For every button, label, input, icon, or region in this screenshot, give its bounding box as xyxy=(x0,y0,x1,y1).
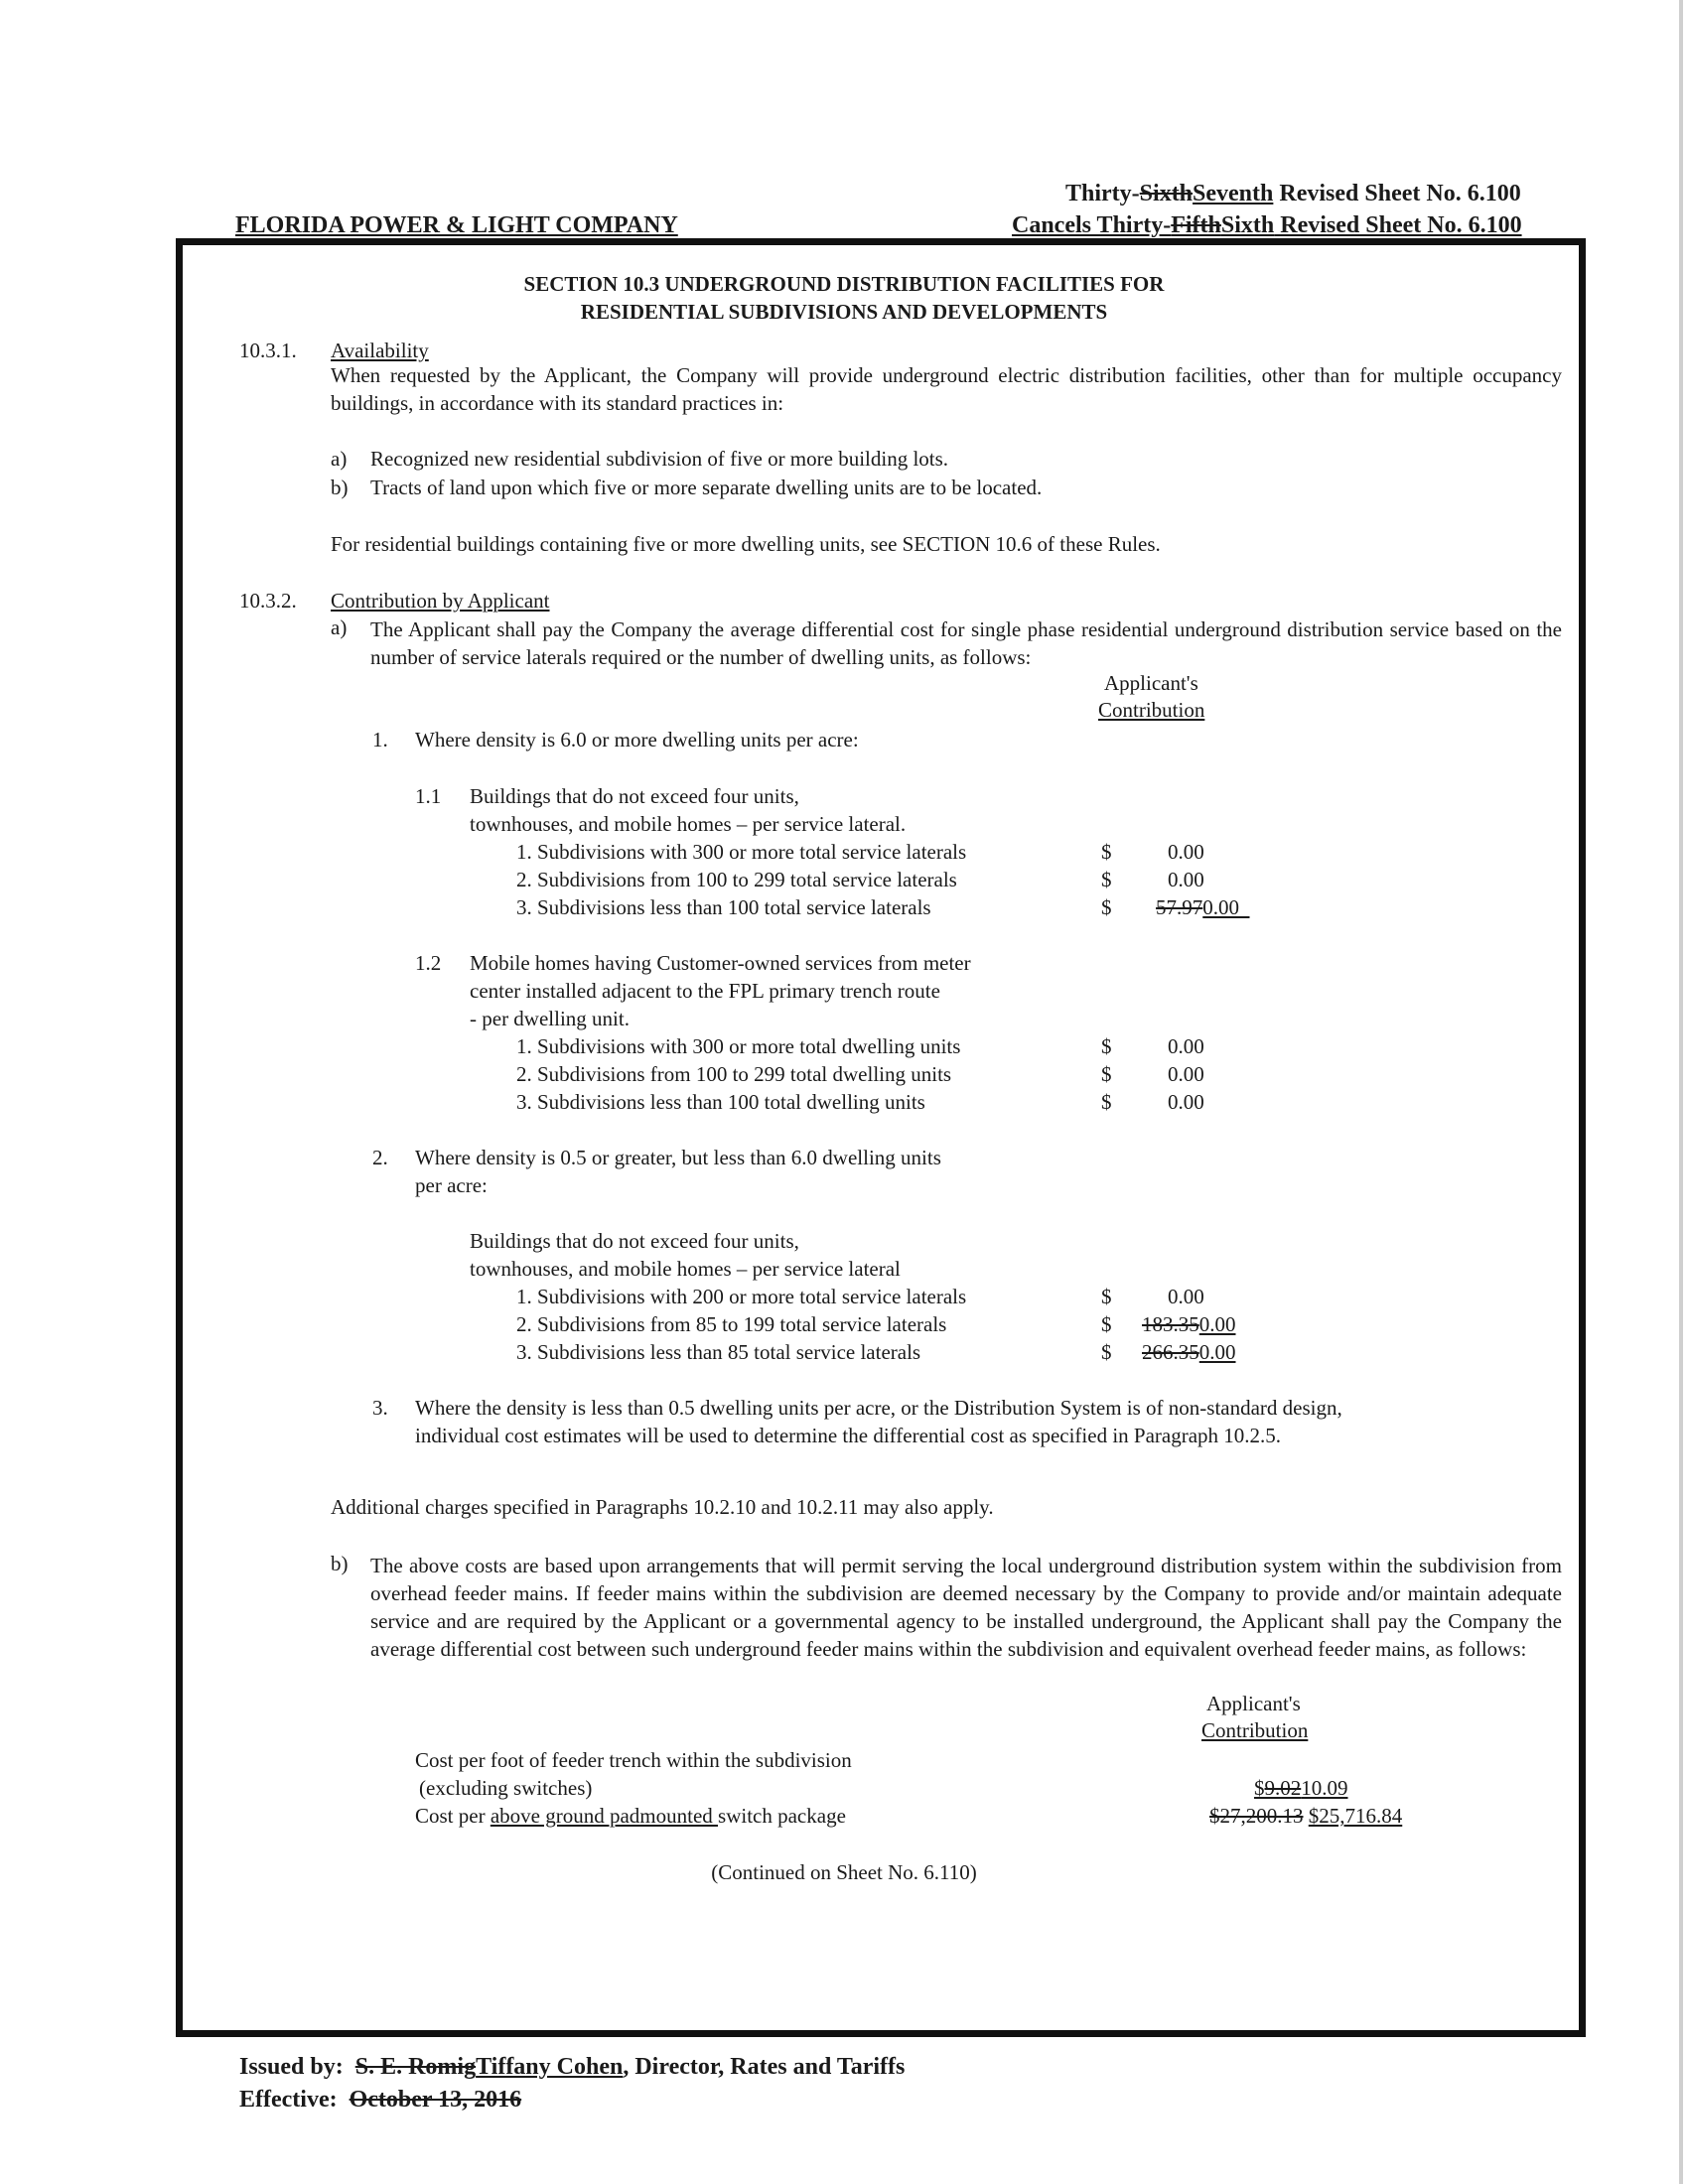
currency-symbol: $ xyxy=(1101,1034,1112,1058)
subitem-text: townhouses, and mobile homes – per service lateral. xyxy=(470,812,907,836)
rate-value-revised: 266.350.00 xyxy=(1142,1340,1236,1364)
rate-value: 0.00 xyxy=(1168,868,1204,891)
subitem-number: 1.2 xyxy=(415,951,442,975)
heading-contribution: Contribution by Applicant xyxy=(331,589,550,613)
currency-symbol: $ xyxy=(1101,895,1112,919)
rate-value: 0.00 xyxy=(1168,1062,1204,1086)
rate-row-label: 2. Subdivisions from 85 to 199 total service laterals xyxy=(516,1312,947,1336)
additional-charges: Additional charges specified in Paragraphs 10.2.10 and 10.2.11 may also apply. xyxy=(331,1495,994,1519)
feeder-mains-text: The above costs are based upon arrangements that will permit serving the local underground distribution system within the subdivision from overhead feeder mains. If feeder mains within the subdivision are deemed necessary by the Company to provide and/or maintain adequate service and are required by the Applicant or a governmental agency to be installed underground, the Applicant shall pay the Company the average differential cost between such underground feeder mains within the subdivision and equivalent overhead feeder mains, as follows: xyxy=(370,1554,1562,1661)
content-frame xyxy=(176,238,1586,2037)
item-number: 1. xyxy=(372,728,388,751)
subitem-number: 1.1 xyxy=(415,784,442,808)
availability-text: When requested by the Applicant, the Company will provide underground electric distribution facilities, other than for multiple occupancy buildings, in accordance with its standard practices in: xyxy=(331,363,1562,415)
issued-by: Issued by: S. E. RomigTiffany Cohen, Director, Rates and Tariffs xyxy=(239,2054,906,2080)
rate-row-label: 1. Subdivisions with 200 or more total service laterals xyxy=(516,1285,967,1308)
currency-symbol: $ xyxy=(1101,1090,1112,1114)
currency-symbol: $ xyxy=(1101,868,1112,891)
sheet-number: Thirty-SixthSeventh Revised Sheet No. 6.100 xyxy=(1065,181,1521,206)
subitem-text: center installed adjacent to the FPL primary trench route xyxy=(470,979,940,1003)
effective-date: Effective: October 13, 2016 xyxy=(239,2087,522,2113)
scan-edge xyxy=(1679,0,1683,2184)
availability-note: For residential buildings containing five or more dwelling units, see SECTION 10.6 of these Rules. xyxy=(331,532,1161,556)
column-heading-applicants: Applicant's xyxy=(1104,671,1198,695)
currency-symbol: $ xyxy=(1101,1312,1112,1336)
item-density-low-cont: individual cost estimates will be used to determine the differential cost as specified in Paragraph 10.2.5. xyxy=(415,1424,1282,1447)
currency-symbol: $ xyxy=(1101,1062,1112,1086)
rate-value: 0.00 xyxy=(1168,1034,1204,1058)
subitem-text: Buildings that do not exceed four units, xyxy=(470,1229,799,1253)
contribution-text: The Applicant shall pay the Company the average differential cost for single phase residential underground distribution service based on the number of service laterals required or the number of dwelling units, as follows: xyxy=(370,617,1562,669)
currency-symbol: $ xyxy=(1101,840,1112,864)
rate-row-label: 3. Subdivisions less than 100 total dwelling units xyxy=(516,1090,925,1114)
item-density-05: Where density is 0.5 or greater, but less than 6.0 dwelling units xyxy=(415,1146,941,1169)
rate-value: 0.00 xyxy=(1168,1285,1204,1308)
column-heading-applicants: Applicant's xyxy=(1206,1692,1301,1715)
subitem-text: townhouses, and mobile homes – per service lateral xyxy=(470,1257,901,1281)
switch-cost-value: $27,200.13 $25,716.84 xyxy=(1209,1804,1403,1828)
section-number-1031: 10.3.1. xyxy=(239,339,297,362)
availability-item-a: Recognized new residential subdivision of five or more building lots. xyxy=(370,447,949,471)
rate-row-label: 2. Subdivisions from 100 to 299 total service laterals xyxy=(516,868,957,891)
subitem-text: - per dwelling unit. xyxy=(470,1007,630,1030)
item-density-6: Where density is 6.0 or more dwelling units per acre: xyxy=(415,728,859,751)
heading-availability: Availability xyxy=(331,339,429,362)
section-number-1032: 10.3.2. xyxy=(239,589,297,613)
rate-value: 0.00 xyxy=(1168,1090,1204,1114)
company-name: FLORIDA POWER & LIGHT COMPANY xyxy=(235,212,678,238)
list-label-b: b) xyxy=(331,1552,349,1575)
item-number: 2. xyxy=(372,1146,388,1169)
rate-value: 0.00 xyxy=(1168,840,1204,864)
rate-value-revised: 57.970.00 xyxy=(1156,895,1239,919)
feeder-cost-label-cont: (excluding switches) xyxy=(419,1776,593,1800)
item-density-05-cont: per acre: xyxy=(415,1173,488,1197)
rate-row-label: 1. Subdivisions with 300 or more total dwelling units xyxy=(516,1034,961,1058)
feeder-cost-label: Cost per foot of feeder trench within the subdivision xyxy=(415,1748,852,1772)
feeder-cost-value: $9.0210.09 xyxy=(1254,1776,1348,1800)
rate-row-label: 3. Subdivisions less than 100 total service laterals xyxy=(516,895,931,919)
availability-item-b: Tracts of land upon which five or more separate dwelling units are to be located. xyxy=(370,476,1043,499)
switch-cost-label: Cost per above ground padmounted switch package xyxy=(415,1804,846,1828)
continued-note: (Continued on Sheet No. 6.110) xyxy=(711,1860,977,1884)
item-density-low: Where the density is less than 0.5 dwelling units per acre, or the Distribution System is of non-standard design, xyxy=(415,1396,1342,1420)
cancels-sheet: Cancels Thirty-FifthSixth Revised Sheet No. 6.100 xyxy=(1012,212,1522,238)
subitem-text: Buildings that do not exceed four units, xyxy=(470,784,799,808)
rate-row-label: 2. Subdivisions from 100 to 299 total dwelling units xyxy=(516,1062,952,1086)
list-label-a: a) xyxy=(331,447,348,471)
list-label-a: a) xyxy=(331,615,348,639)
subitem-text: Mobile homes having Customer-owned services from meter xyxy=(470,951,971,975)
column-heading-contribution: Contribution xyxy=(1098,698,1205,722)
currency-symbol: $ xyxy=(1101,1340,1112,1364)
rate-value-revised: 183.350.00 xyxy=(1142,1312,1236,1336)
rate-row-label: 1. Subdivisions with 300 or more total service laterals xyxy=(516,840,967,864)
item-number: 3. xyxy=(372,1396,388,1420)
section-title-line2: RESIDENTIAL SUBDIVISIONS AND DEVELOPMENTS xyxy=(580,300,1108,324)
section-title-line1: SECTION 10.3 UNDERGROUND DISTRIBUTION FACILITIES FOR xyxy=(523,272,1165,296)
currency-symbol: $ xyxy=(1101,1285,1112,1308)
list-label-b: b) xyxy=(331,476,349,499)
rate-row-label: 3. Subdivisions less than 85 total service laterals xyxy=(516,1340,921,1364)
column-heading-contribution: Contribution xyxy=(1201,1718,1309,1742)
